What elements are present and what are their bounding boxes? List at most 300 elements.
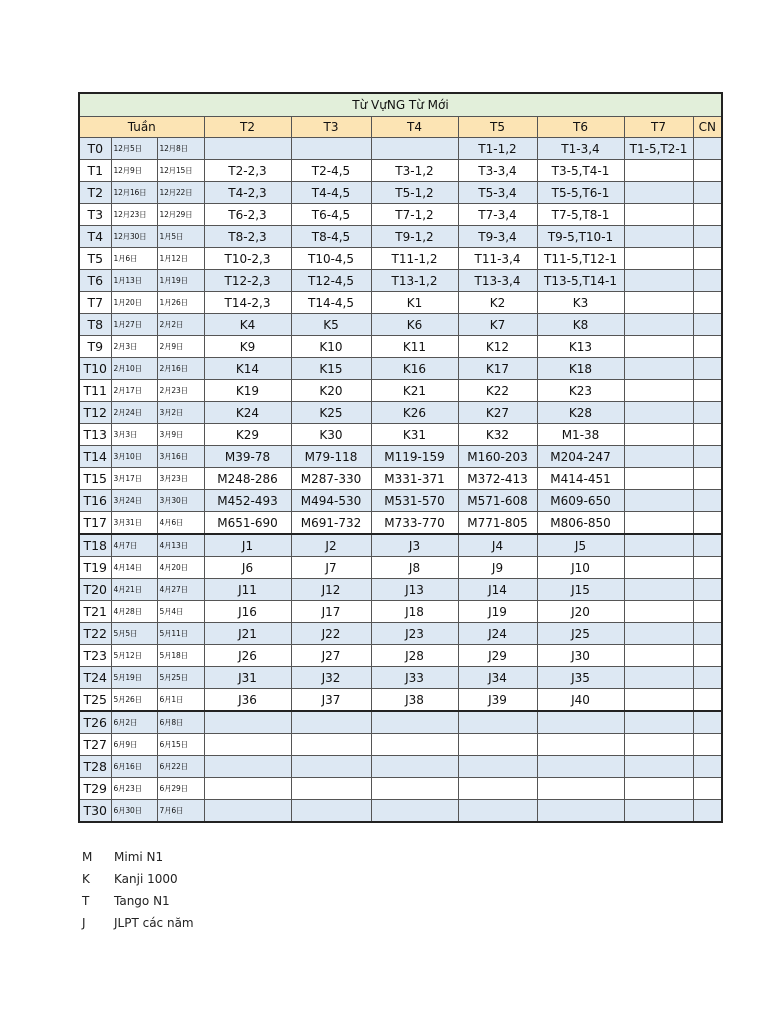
week-end-date: 5月4日: [157, 601, 204, 623]
cell-cn: [693, 623, 722, 645]
cell-t4: K16: [371, 358, 458, 380]
week-end-date: 1月19日: [157, 270, 204, 292]
cell-t6: J10: [537, 557, 624, 579]
week-end-date: 6月29日: [157, 778, 204, 800]
table-row: [79, 601, 722, 623]
table-row: [79, 512, 722, 535]
cell-t3: K15: [291, 358, 371, 380]
week-end-date: 2月2日: [157, 314, 204, 336]
week-cell: T16: [79, 490, 111, 512]
cell-t2: [204, 734, 291, 756]
table-row: [79, 358, 722, 380]
cell-t3: T6-4,5: [291, 204, 371, 226]
cell-t4: T11-1,2: [371, 248, 458, 270]
week-start-date: 1月6日: [111, 248, 157, 270]
cell-cn: [693, 534, 722, 557]
cell-t2: J26: [204, 645, 291, 667]
week-end-date: 1月26日: [157, 292, 204, 314]
cell-t6: M609-650: [537, 490, 624, 512]
table-row: [79, 160, 722, 182]
cell-t3: T12-4,5: [291, 270, 371, 292]
schedule-table: [78, 92, 723, 823]
week-cell: T10: [79, 358, 111, 380]
week-cell: T1: [79, 160, 111, 182]
cell-cn: [693, 711, 722, 734]
cell-t7: [624, 380, 693, 402]
legend-key: T: [82, 894, 90, 908]
week-start-date: 3月24日: [111, 490, 157, 512]
cell-t2: J16: [204, 601, 291, 623]
week-end-date: 6月8日: [157, 711, 204, 734]
week-end-date: 4月6日: [157, 512, 204, 535]
cell-t7: [624, 402, 693, 424]
cell-t4: J8: [371, 557, 458, 579]
table-row: [79, 579, 722, 601]
cell-cn: [693, 204, 722, 226]
cell-t4: K1: [371, 292, 458, 314]
cell-t3: T10-4,5: [291, 248, 371, 270]
week-end-date: 1月12日: [157, 248, 204, 270]
week-start-date: 2月10日: [111, 358, 157, 380]
cell-t6: [537, 711, 624, 734]
cell-t6: M414-451: [537, 468, 624, 490]
week-end-date: 6月1日: [157, 689, 204, 712]
week-cell: T0: [79, 138, 111, 160]
cell-t3: K10: [291, 336, 371, 358]
cell-t2: J31: [204, 667, 291, 689]
table-title: Từ VựNG Từ Mới: [79, 93, 722, 117]
cell-t5: [458, 778, 537, 800]
cell-t5: J24: [458, 623, 537, 645]
cell-cn: [693, 468, 722, 490]
week-cell: T21: [79, 601, 111, 623]
table-row: [79, 138, 722, 160]
cell-t6: M806-850: [537, 512, 624, 535]
cell-t6: J35: [537, 667, 624, 689]
legend-label: Mimi N1: [114, 850, 164, 864]
week-start-date: 6月30日: [111, 800, 157, 823]
legend: [82, 846, 194, 934]
cell-t4: [371, 778, 458, 800]
cell-t7: T1-5,T2-1: [624, 138, 693, 160]
cell-t5: J9: [458, 557, 537, 579]
cell-t2: K14: [204, 358, 291, 380]
week-end-date: 1月5日: [157, 226, 204, 248]
week-start-date: 6月2日: [111, 711, 157, 734]
cell-t4: [371, 734, 458, 756]
week-end-date: 5月25日: [157, 667, 204, 689]
cell-t5: T1-1,2: [458, 138, 537, 160]
cell-cn: [693, 756, 722, 778]
cell-t3: J22: [291, 623, 371, 645]
header-t3: T3: [291, 117, 371, 138]
cell-t2: T10-2,3: [204, 248, 291, 270]
cell-t5: J4: [458, 534, 537, 557]
cell-t3: J27: [291, 645, 371, 667]
cell-t5: K7: [458, 314, 537, 336]
cell-t5: [458, 734, 537, 756]
cell-t6: K23: [537, 380, 624, 402]
week-start-date: 4月14日: [111, 557, 157, 579]
table-row: [79, 534, 722, 557]
week-end-date: 12月22日: [157, 182, 204, 204]
week-cell: T18: [79, 534, 111, 557]
cell-t4: T13-1,2: [371, 270, 458, 292]
header-week: Tuần: [79, 117, 204, 138]
header-row: [79, 117, 722, 138]
cell-t3: [291, 711, 371, 734]
legend-label: JLPT các năm: [114, 916, 194, 930]
cell-t2: [204, 800, 291, 823]
week-start-date: 3月10日: [111, 446, 157, 468]
table-row: [79, 468, 722, 490]
week-start-date: 1月27日: [111, 314, 157, 336]
cell-t5: K32: [458, 424, 537, 446]
week-end-date: 2月9日: [157, 336, 204, 358]
cell-t7: [624, 490, 693, 512]
cell-t7: [624, 778, 693, 800]
cell-t6: J40: [537, 689, 624, 712]
table-row: [79, 756, 722, 778]
header-cn: CN: [693, 117, 722, 138]
week-end-date: 6月15日: [157, 734, 204, 756]
cell-cn: [693, 512, 722, 535]
table-row: [79, 270, 722, 292]
week-end-date: 3月2日: [157, 402, 204, 424]
cell-cn: [693, 138, 722, 160]
cell-t5: M771-805: [458, 512, 537, 535]
week-start-date: 2月24日: [111, 402, 157, 424]
week-end-date: 12月15日: [157, 160, 204, 182]
cell-t2: K4: [204, 314, 291, 336]
week-cell: T2: [79, 182, 111, 204]
table-row: [79, 204, 722, 226]
cell-t3: [291, 778, 371, 800]
cell-t6: T13-5,T14-1: [537, 270, 624, 292]
cell-t6: K18: [537, 358, 624, 380]
table-row: [79, 402, 722, 424]
week-cell: T29: [79, 778, 111, 800]
cell-t7: [624, 226, 693, 248]
table-row: [79, 336, 722, 358]
table-row: [79, 314, 722, 336]
week-end-date: 7月6日: [157, 800, 204, 823]
cell-cn: [693, 645, 722, 667]
week-end-date: 3月30日: [157, 490, 204, 512]
cell-t5: M160-203: [458, 446, 537, 468]
cell-cn: [693, 380, 722, 402]
cell-t4: M119-159: [371, 446, 458, 468]
cell-t5: [458, 800, 537, 823]
cell-t7: [624, 800, 693, 823]
cell-t2: M39-78: [204, 446, 291, 468]
cell-t2: J11: [204, 579, 291, 601]
cell-t6: J25: [537, 623, 624, 645]
cell-t3: [291, 138, 371, 160]
cell-t3: J17: [291, 601, 371, 623]
cell-t4: K11: [371, 336, 458, 358]
cell-t2: T8-2,3: [204, 226, 291, 248]
cell-cn: [693, 778, 722, 800]
table-row: [79, 645, 722, 667]
table-row: [79, 623, 722, 645]
cell-t5: K12: [458, 336, 537, 358]
cell-t7: [624, 204, 693, 226]
cell-t7: [624, 667, 693, 689]
week-start-date: 5月26日: [111, 689, 157, 712]
week-end-date: 5月18日: [157, 645, 204, 667]
week-start-date: 4月7日: [111, 534, 157, 557]
cell-t7: [624, 182, 693, 204]
cell-t7: [624, 601, 693, 623]
cell-t2: [204, 711, 291, 734]
cell-t3: M79-118: [291, 446, 371, 468]
cell-t4: [371, 800, 458, 823]
cell-cn: [693, 490, 722, 512]
cell-t2: K29: [204, 424, 291, 446]
cell-t4: M531-570: [371, 490, 458, 512]
cell-t2: M248-286: [204, 468, 291, 490]
cell-t2: K9: [204, 336, 291, 358]
week-start-date: 5月5日: [111, 623, 157, 645]
title-row: [79, 93, 722, 117]
week-cell: T26: [79, 711, 111, 734]
cell-t4: K26: [371, 402, 458, 424]
table-row: [79, 490, 722, 512]
cell-t6: T1-3,4: [537, 138, 624, 160]
cell-cn: [693, 336, 722, 358]
legend-key: J: [82, 916, 86, 930]
cell-t5: T3-3,4: [458, 160, 537, 182]
cell-t2: K24: [204, 402, 291, 424]
week-start-date: 3月17日: [111, 468, 157, 490]
cell-t2: T4-2,3: [204, 182, 291, 204]
cell-t4: T5-1,2: [371, 182, 458, 204]
cell-cn: [693, 689, 722, 712]
cell-t2: J6: [204, 557, 291, 579]
week-start-date: 6月9日: [111, 734, 157, 756]
cell-t4: K6: [371, 314, 458, 336]
week-cell: T23: [79, 645, 111, 667]
table-row: [79, 182, 722, 204]
week-cell: T3: [79, 204, 111, 226]
week-start-date: 4月21日: [111, 579, 157, 601]
header-t5: T5: [458, 117, 537, 138]
week-cell: T4: [79, 226, 111, 248]
cell-t2: J21: [204, 623, 291, 645]
week-end-date: 12月8日: [157, 138, 204, 160]
week-cell: T19: [79, 557, 111, 579]
week-cell: T6: [79, 270, 111, 292]
cell-cn: [693, 402, 722, 424]
cell-t7: [624, 623, 693, 645]
cell-t3: T8-4,5: [291, 226, 371, 248]
cell-t3: J12: [291, 579, 371, 601]
table-row: [79, 226, 722, 248]
legend-item: [82, 890, 194, 912]
week-end-date: 5月11日: [157, 623, 204, 645]
cell-t5: J14: [458, 579, 537, 601]
cell-t2: T6-2,3: [204, 204, 291, 226]
cell-t5: J39: [458, 689, 537, 712]
cell-t6: [537, 800, 624, 823]
week-start-date: 2月17日: [111, 380, 157, 402]
cell-t6: T9-5,T10-1: [537, 226, 624, 248]
week-cell: T7: [79, 292, 111, 314]
cell-t4: J13: [371, 579, 458, 601]
cell-cn: [693, 248, 722, 270]
cell-cn: [693, 579, 722, 601]
cell-t5: T7-3,4: [458, 204, 537, 226]
week-start-date: 12月23日: [111, 204, 157, 226]
cell-cn: [693, 160, 722, 182]
week-end-date: 3月16日: [157, 446, 204, 468]
week-cell: T30: [79, 800, 111, 823]
cell-t4: T9-1,2: [371, 226, 458, 248]
cell-t6: [537, 734, 624, 756]
week-cell: T14: [79, 446, 111, 468]
week-start-date: 6月23日: [111, 778, 157, 800]
cell-t3: T4-4,5: [291, 182, 371, 204]
week-cell: T24: [79, 667, 111, 689]
cell-cn: [693, 226, 722, 248]
cell-t5: K17: [458, 358, 537, 380]
table-row: [79, 557, 722, 579]
week-start-date: 2月3日: [111, 336, 157, 358]
cell-t2: M452-493: [204, 490, 291, 512]
week-end-date: 3月23日: [157, 468, 204, 490]
cell-t2: J1: [204, 534, 291, 557]
week-start-date: 5月19日: [111, 667, 157, 689]
cell-cn: [693, 800, 722, 823]
week-cell: T11: [79, 380, 111, 402]
cell-t2: T12-2,3: [204, 270, 291, 292]
header-t7: T7: [624, 117, 693, 138]
week-end-date: 6月22日: [157, 756, 204, 778]
cell-t3: K30: [291, 424, 371, 446]
header-t4: T4: [371, 117, 458, 138]
cell-t3: K5: [291, 314, 371, 336]
week-start-date: 12月16日: [111, 182, 157, 204]
table-row: [79, 248, 722, 270]
table-row: [79, 711, 722, 734]
cell-t6: T11-5,T12-1: [537, 248, 624, 270]
cell-t7: [624, 645, 693, 667]
cell-t3: J37: [291, 689, 371, 712]
week-cell: T17: [79, 512, 111, 535]
cell-t7: [624, 734, 693, 756]
week-cell: T28: [79, 756, 111, 778]
cell-t7: [624, 358, 693, 380]
cell-t3: K25: [291, 402, 371, 424]
cell-t6: J30: [537, 645, 624, 667]
legend-item: [82, 868, 194, 890]
cell-t4: [371, 138, 458, 160]
cell-t5: T11-3,4: [458, 248, 537, 270]
cell-t2: T14-2,3: [204, 292, 291, 314]
table-row: [79, 734, 722, 756]
cell-t7: [624, 270, 693, 292]
cell-cn: [693, 734, 722, 756]
week-end-date: 2月16日: [157, 358, 204, 380]
cell-cn: [693, 358, 722, 380]
cell-t7: [624, 512, 693, 535]
week-cell: T25: [79, 689, 111, 712]
cell-t3: M287-330: [291, 468, 371, 490]
week-end-date: 3月9日: [157, 424, 204, 446]
cell-t5: [458, 756, 537, 778]
legend-label: Kanji 1000: [114, 872, 178, 886]
cell-t6: [537, 756, 624, 778]
table-row: [79, 667, 722, 689]
cell-t6: M1-38: [537, 424, 624, 446]
cell-t4: J3: [371, 534, 458, 557]
week-start-date: 12月5日: [111, 138, 157, 160]
cell-t3: J2: [291, 534, 371, 557]
cell-cn: [693, 182, 722, 204]
week-cell: T8: [79, 314, 111, 336]
table-row: [79, 778, 722, 800]
cell-t5: [458, 711, 537, 734]
cell-t6: K3: [537, 292, 624, 314]
week-start-date: 3月31日: [111, 512, 157, 535]
cell-cn: [693, 314, 722, 336]
cell-t4: J18: [371, 601, 458, 623]
cell-cn: [693, 667, 722, 689]
cell-t2: T2-2,3: [204, 160, 291, 182]
cell-t3: J7: [291, 557, 371, 579]
cell-t7: [624, 424, 693, 446]
week-start-date: 12月30日: [111, 226, 157, 248]
week-end-date: 12月29日: [157, 204, 204, 226]
cell-t3: M691-732: [291, 512, 371, 535]
legend-item: [82, 846, 194, 868]
cell-t5: J19: [458, 601, 537, 623]
cell-t7: [624, 292, 693, 314]
cell-t7: [624, 689, 693, 712]
cell-t4: M331-371: [371, 468, 458, 490]
cell-t6: T5-5,T6-1: [537, 182, 624, 204]
cell-t5: M372-413: [458, 468, 537, 490]
week-end-date: 2月23日: [157, 380, 204, 402]
week-start-date: 4月28日: [111, 601, 157, 623]
cell-t6: J15: [537, 579, 624, 601]
cell-t6: M204-247: [537, 446, 624, 468]
week-start-date: 12月9日: [111, 160, 157, 182]
header-t6: T6: [537, 117, 624, 138]
week-start-date: 6月16日: [111, 756, 157, 778]
cell-t3: [291, 800, 371, 823]
cell-t4: [371, 711, 458, 734]
week-cell: T13: [79, 424, 111, 446]
cell-cn: [693, 424, 722, 446]
cell-t2: [204, 138, 291, 160]
cell-t7: [624, 336, 693, 358]
week-cell: T15: [79, 468, 111, 490]
cell-t7: [624, 557, 693, 579]
week-end-date: 4月27日: [157, 579, 204, 601]
cell-t2: J36: [204, 689, 291, 712]
cell-t4: J33: [371, 667, 458, 689]
cell-t4: K31: [371, 424, 458, 446]
cell-t3: [291, 756, 371, 778]
cell-t6: [537, 778, 624, 800]
table-row: [79, 446, 722, 468]
cell-t3: T2-4,5: [291, 160, 371, 182]
cell-t7: [624, 446, 693, 468]
cell-t2: [204, 756, 291, 778]
cell-t6: K28: [537, 402, 624, 424]
